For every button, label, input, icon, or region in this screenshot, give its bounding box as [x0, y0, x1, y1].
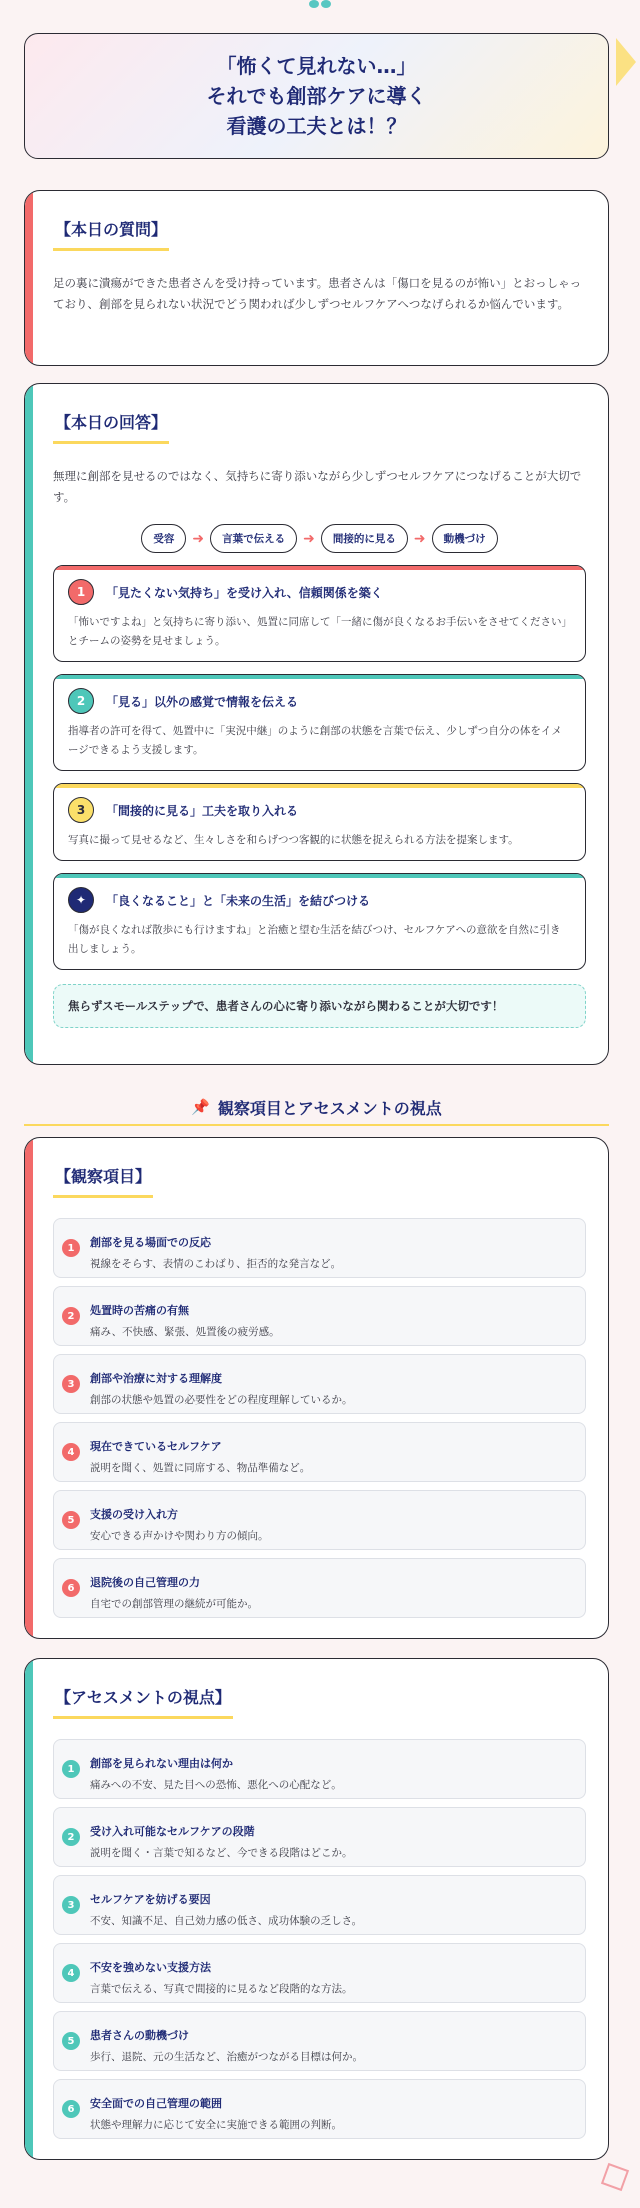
item-text: 創部の状態や処置の必要性をどの程度理解しているか。 [90, 1394, 353, 1406]
item-number-badge: 4 [62, 1443, 80, 1461]
step-text: 「怖いですよね」と気持ちに寄り添い、処置に同席して「一緒に傷が良くなるお手伝いをさせてください」とチームの姿勢を見せましょう。 [68, 616, 567, 647]
top-decoration [305, 0, 335, 10]
item-title: 創部を見られない理由は何か [90, 1757, 233, 1770]
question-body: 足の裏に潰瘍ができた患者さんを受け持っています。患者さんは「傷口を見るのが怖い」とおっしゃっており、創部を見られない状況でどう関われば少しずつセルフケアへつなげられるか悩んでいます。 [53, 276, 582, 311]
item-number-badge: 3 [62, 1375, 80, 1393]
question-card [24, 190, 609, 366]
flow-step-acceptance: 受容 [141, 524, 186, 553]
arrow-right-icon: ➜ [413, 530, 426, 547]
step-text: 写真に撮って見せるなど、生々しさを和らげつつ客観的に状態を捉えられる方法を提案します。 [68, 834, 519, 846]
title-card [24, 33, 609, 159]
decor-dot [309, 0, 319, 8]
item-text: 痛みへの不安、見た目への恐怖、悪化への心配など。 [90, 1779, 342, 1791]
answer-step [53, 783, 586, 861]
key-message-callout: 焦らずスモールステップで、患者さんの心に寄り添いながら関わることが大切です！ [53, 984, 586, 1028]
flow-step-motivation: 動機づけ [432, 524, 498, 553]
item-title: 不安を強めない支援方法 [90, 1961, 211, 1974]
decor-dot [321, 0, 331, 8]
list-item [53, 1558, 586, 1618]
answer-step [53, 565, 586, 662]
item-number-badge: 5 [62, 2032, 80, 2050]
list-item [53, 1875, 586, 1935]
flow-step-indirect: 間接的に見る [321, 524, 408, 553]
item-text: 説明を聞く・言葉で知るなど、今できる段階はどこか。 [90, 1847, 353, 1859]
step-title: 「見たくない気持ち」を受け入れ、信頼関係を築く [106, 585, 383, 600]
list-item [53, 1807, 586, 1867]
answer-intro: 無理に創部を見せるのではなく、気持ちに寄り添いながら少しずつセルフケアにつなげることが大切です。 [53, 469, 582, 504]
item-title: 処置時の苦痛の有無 [90, 1304, 189, 1317]
step-title: 「間接的に見る」工夫を取り入れる [106, 803, 299, 818]
item-title: 患者さんの動機づけ [90, 2029, 189, 2042]
list-item [53, 1490, 586, 1550]
square-decoration [601, 2163, 629, 2191]
item-number-badge: 4 [62, 1964, 80, 1982]
step-title: 「良くなること」と「未来の生活」を結びつける [106, 893, 371, 908]
item-title: 安全面での自己管理の範囲 [90, 2097, 222, 2110]
item-title: 創部や治療に対する理解度 [90, 1372, 222, 1385]
item-title: 退院後の自己管理の力 [90, 1576, 200, 1589]
pushpin-icon: 📌 [191, 1098, 210, 1116]
answer-step [53, 873, 586, 970]
item-title: 受け入れ可能なセルフケアの段階 [90, 1825, 255, 1838]
item-number-badge: 3 [62, 1896, 80, 1914]
assessment-card [24, 1658, 609, 2160]
item-title: 現在できているセルフケア [90, 1440, 222, 1453]
step-text: 指導者の許可を得て、処置中に「実況中継」のように創部の状態を言葉で伝え、少しずつ自分の体をイメージできるよう支援します。 [68, 725, 562, 756]
list-item [53, 2011, 586, 2071]
item-number-badge: 6 [62, 2100, 80, 2118]
step-text: 「傷が良くなれば散歩にも行けますね」と治癒と望む生活を結びつけ、セルフケアへの意欲を自然に引き出しましょう。 [68, 924, 561, 955]
list-item [53, 1354, 586, 1414]
list-item [53, 1218, 586, 1278]
item-text: 状態や理解力に応じて安全に実施できる範囲の判断。 [90, 2119, 342, 2131]
step-title: 「見る」以外の感覚で情報を伝える [106, 694, 299, 709]
step-number-badge: 2 [68, 688, 94, 714]
item-number-badge: 2 [62, 1828, 80, 1846]
answer-card [24, 383, 609, 1065]
item-number-badge: 6 [62, 1579, 80, 1597]
item-number-badge: 5 [62, 1511, 80, 1529]
item-text: 安心できる声かけや関わり方の傾向。 [90, 1530, 269, 1542]
sparkle-icon: ✦ [68, 887, 94, 913]
list-item [53, 1286, 586, 1346]
step-number-badge: 1 [68, 579, 94, 605]
item-number-badge: 1 [62, 1760, 80, 1778]
item-text: 説明を聞く、処置に同席する、物品準備など。 [90, 1462, 311, 1474]
item-text: 自宅での創部管理の継続が可能か。 [90, 1598, 258, 1610]
list-item [53, 1422, 586, 1482]
item-number-badge: 1 [62, 1239, 80, 1257]
section-title [24, 1090, 609, 1126]
triangle-decoration [616, 38, 636, 86]
care-flow [53, 524, 586, 553]
item-text: 視線をそらす、表情のこわばり、拒否的な発言など。 [90, 1258, 342, 1270]
item-text: 不安、知識不足、自己効力感の低さ、成功体験の乏しさ。 [90, 1915, 363, 1927]
list-item [53, 2079, 586, 2139]
item-text: 歩行、退院、元の生活など、治癒がつながる目標は何か。 [90, 2051, 363, 2063]
arrow-right-icon: ➜ [303, 530, 315, 547]
observation-card [24, 1137, 609, 1639]
item-title: 創部を見る場面での反応 [90, 1236, 211, 1249]
item-title: セルフケアを妨げる要因 [90, 1893, 211, 1906]
list-item [53, 1739, 586, 1799]
list-item [53, 1943, 586, 2003]
assessment-list [53, 1739, 586, 2139]
item-text: 言葉で伝える、写真で間接的に見るなど段階的な方法。 [90, 1983, 353, 1995]
item-number-badge: 2 [62, 1307, 80, 1325]
observation-list [53, 1218, 586, 1618]
step-number-badge: 3 [68, 797, 94, 823]
assessment-heading: 【アセスメントの視点】 [53, 1681, 233, 1719]
question-heading: 【本日の質問】 [53, 213, 169, 251]
item-text: 痛み、不快感、緊張、処置後の疲労感。 [90, 1326, 280, 1338]
page-title: 「怖くて見れない…」 それでも創部ケアに導く 看護の工夫とは！？ [206, 54, 427, 138]
flow-step-verbal: 言葉で伝える [210, 524, 297, 553]
answer-step [53, 674, 586, 771]
item-title: 支援の受け入れ方 [90, 1508, 178, 1521]
answer-heading: 【本日の回答】 [53, 406, 169, 444]
observation-heading: 【観察項目】 [53, 1160, 153, 1198]
arrow-right-icon: ➜ [192, 530, 205, 547]
section-title-text: 観察項目とアセスメントの視点 [217, 1098, 442, 1118]
